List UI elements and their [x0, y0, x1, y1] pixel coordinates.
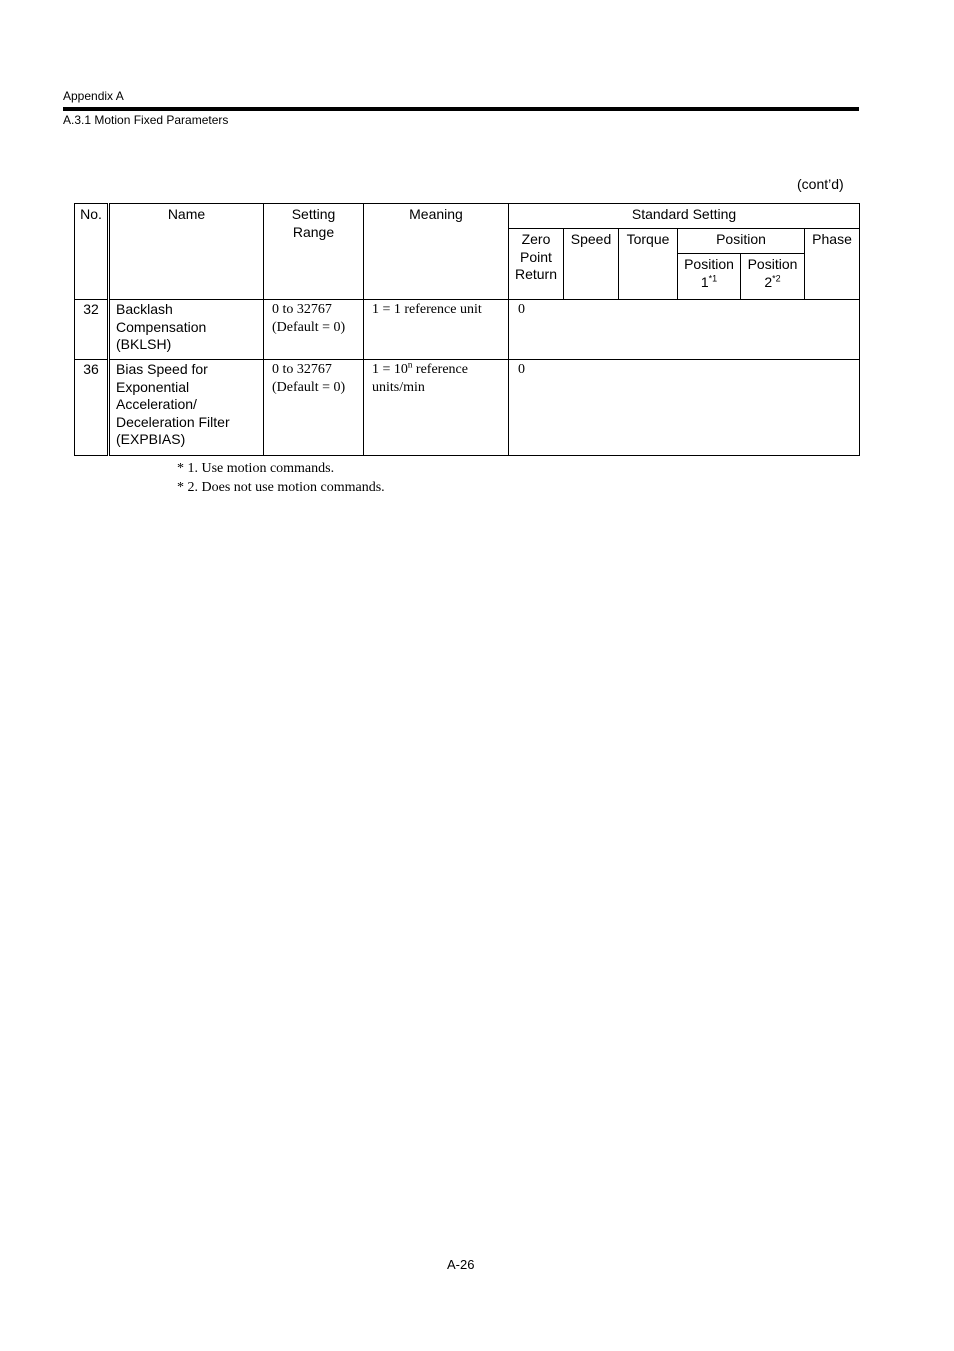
- col-header-setting-range: Setting Range: [264, 204, 364, 300]
- table-row: [75, 360, 860, 456]
- col-header-zero-point-return: Zero Point Return: [509, 229, 564, 300]
- page-number: A-26: [447, 1257, 475, 1272]
- subsection-label: A.3.1 Motion Fixed Parameters: [63, 113, 229, 127]
- param-meaning: $1 = 10^n$ reference units/min: [364, 360, 509, 456]
- param-setting-range: 0 to 32767 (Default = 0): [264, 360, 364, 456]
- continued-label: (cont’d): [797, 176, 844, 192]
- col-header-speed: Speed: [564, 229, 619, 300]
- col-header-torque: Torque: [619, 229, 678, 300]
- param-standard-setting: 0: [509, 360, 860, 456]
- col-header-position-1: Position 1$^{*1}$: [678, 254, 741, 300]
- param-name: Bias Speed for Exponential Acceleration/ Deceleration Filter (EXPBIAS): [109, 360, 264, 456]
- param-number: 32: [75, 300, 109, 360]
- col-header-meaning: Meaning: [364, 204, 509, 300]
- col-header-phase: Phase: [805, 229, 860, 300]
- param-number: 36: [75, 360, 109, 456]
- footnote-2: * 2. Does not use motion commands.: [177, 480, 385, 495]
- param-setting-range: 0 to 32767 (Default = 0): [264, 300, 364, 360]
- section-label: Appendix A: [63, 89, 124, 103]
- header-row-1: [75, 204, 860, 229]
- col-header-no: No.: [75, 204, 109, 300]
- param-name: Backlash Compensation (BKLSH): [109, 300, 264, 360]
- col-header-standard-setting: Standard Setting: [509, 204, 860, 229]
- table-row: [75, 300, 860, 360]
- param-meaning: 1 = 1 reference unit: [364, 300, 509, 360]
- col-header-position: Position: [678, 229, 805, 254]
- param-standard-setting: 0: [509, 300, 860, 360]
- parameter-table: [74, 203, 860, 456]
- col-header-name: Name: [109, 204, 264, 300]
- col-header-position-2: Position 2$^{*2}$: [741, 254, 805, 300]
- footnote-1: * 1. Use motion commands.: [177, 461, 335, 476]
- header-rule: [63, 107, 859, 111]
